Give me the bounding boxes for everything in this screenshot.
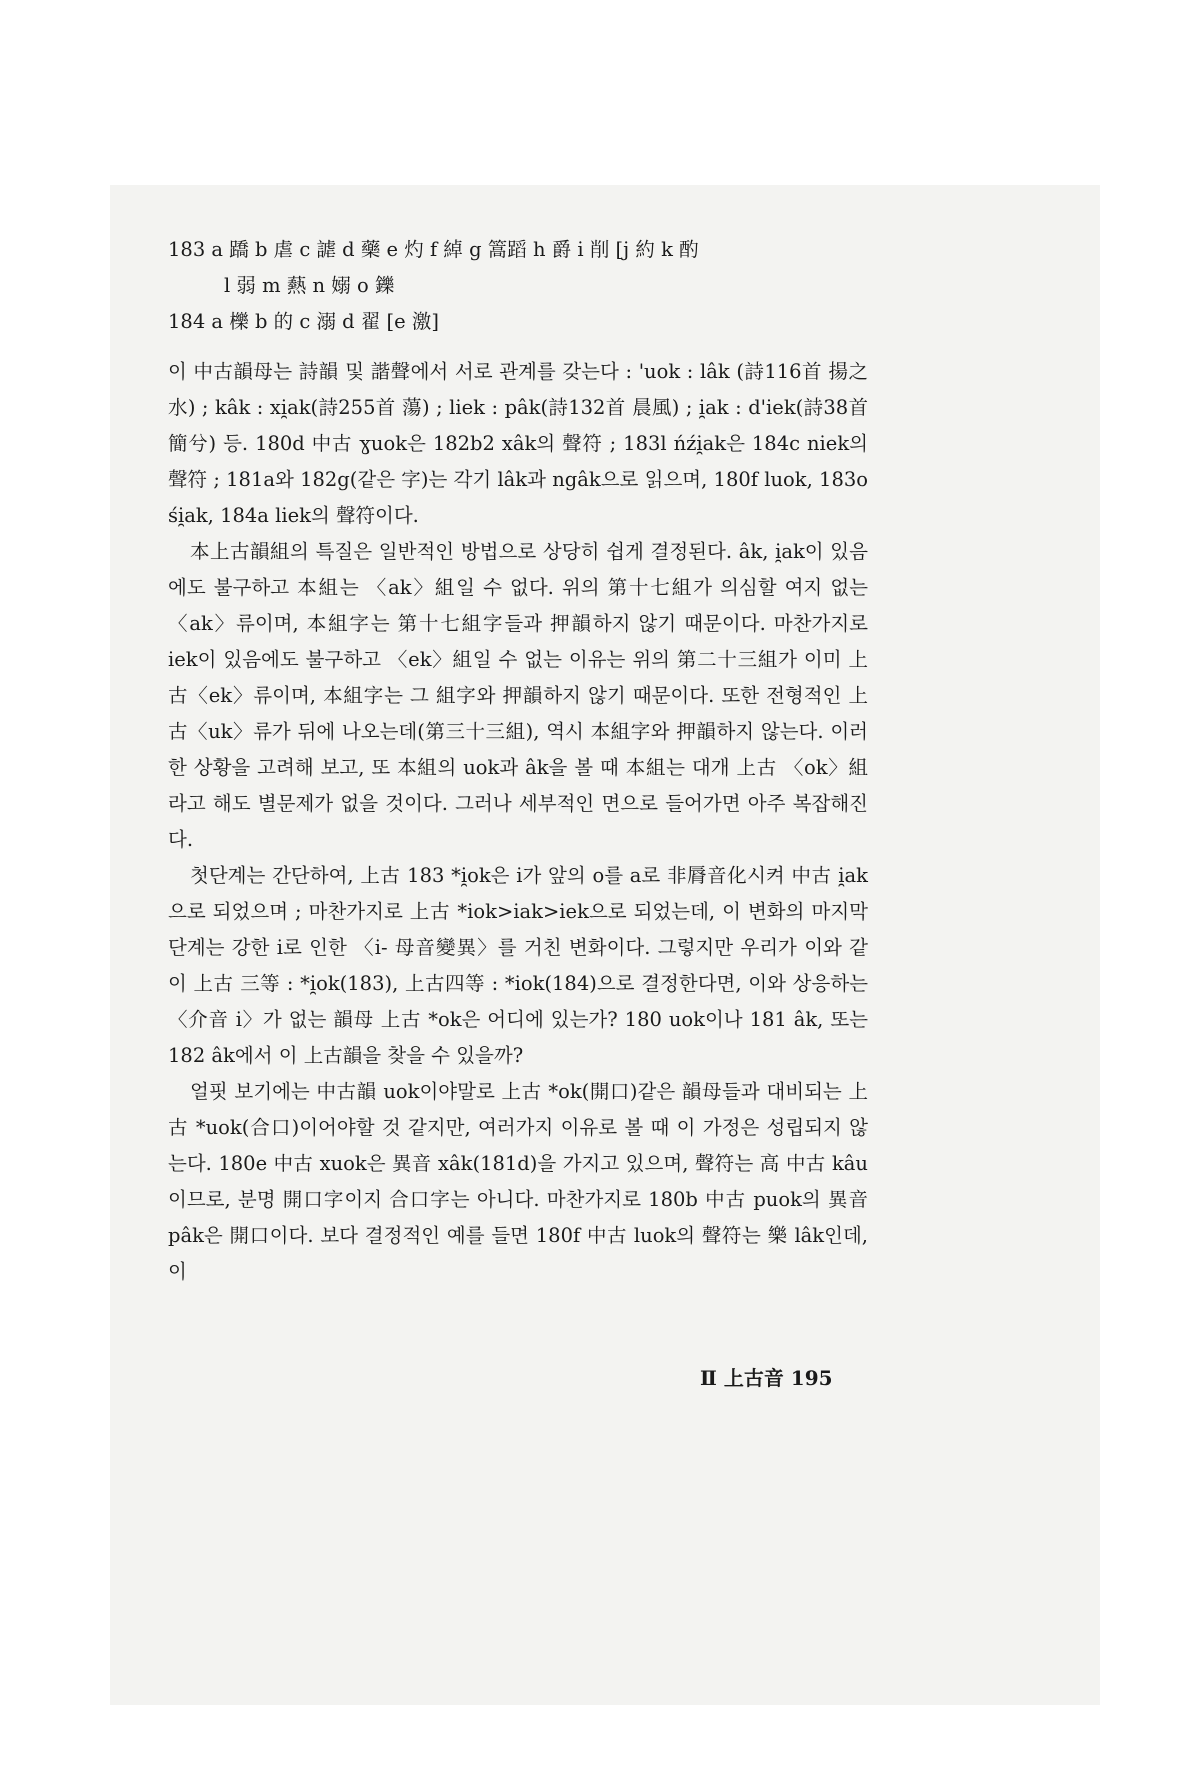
paragraph: 첫단계는 간단하여, 上古 183 *i̯ok은 i가 앞의 o를 a로 非脣音化시켜 中古 i̯ak으로 되었으며 ; 마찬가지로 上古 *iok>iak>iek으로 되었는데, 이 변화의 마지막 단계는 강한 i로 인한 〈i- 母音變異〉를 거친 변화이다. 그렇지만 우리가 이와 같이 上古 三等 : *i̯ok(183), 上古四等 : *iok(184)으로 결정한다면, 이와 상응하는 〈介音 i〉가 없는 韻母 上古 *ok은 어디에 있는가? 180 uok이나 181 âk, 또는 182 âk에서 이 上古韻을 찾을 수 있을까? xyxy=(168,864,868,1067)
character-index-list xyxy=(168,232,868,340)
paragraph: 本上古韻組의 특질은 일반적인 방법으로 상당히 쉽게 결정된다. âk, i̯ak이 있음에도 불구하고 本組는 〈ak〉組일 수 없다. 위의 第十七組가 의심할 여지 없는 〈ak〉류이며, 本組字는 第十七組字들과 押韻하지 않기 때문이다. 마찬가지로 iek이 있음에도 불구하고 〈ek〉組일 수 없는 이유는 위의 第二十三組가 이미 上古〈ek〉류이며, 本組字는 그 組字와 押韻하지 않기 때문이다. 또한 전형적인 上古〈uk〉류가 뒤에 나오는데(第三十三組), 역시 本組字와 押韻하지 않는다. 이러한 상황을 고려해 보고, 또 本組의 uok과 âk을 볼 때 本組는 대개 上古 〈ok〉組라고 해도 별문제가 없을 것이다. 그러나 세부적인 면으로 들어가면 아주 복잡해진다. xyxy=(168,540,868,851)
index-line: l 弱 m 爇 n 嫋 o 鑠 xyxy=(224,274,395,297)
index-line: 184 a 櫟 b 的 c 溺 d 翟 [e 激] xyxy=(168,310,439,333)
page-footer: Ⅱ 上古音 195 xyxy=(700,1366,833,1390)
paragraph: 얼핏 보기에는 中古韻 uok이야말로 上古 *ok(開口)같은 韻母들과 대비되는 上古 *uok(合口)이어야할 것 같지만, 여러가지 이유로 볼 때 이 가정은 성립되지 않는다. 180e 中古 xuok은 異音 xâk(181d)을 가지고 있으며, 聲符는 高 中古 kâu이므로, 분명 開口字이지 合口字는 아니다. 마찬가지로 180b 中古 puok의 異音 pâk은 開口이다. 보다 결정적인 예를 들면 180f 中古 luok의 聲符는 樂 lâk인데, 이 xyxy=(168,1080,868,1283)
index-line: 183 a 蹻 b 虐 c 謔 d 藥 e 灼 f 綽 g 篙蹈 h 爵 i 削 [j 約 k 酌 xyxy=(168,238,699,261)
paragraph: 이 中古韻母는 詩韻 및 諧聲에서 서로 관계를 갖는다 : 'uok : lâk (詩116首 揚之水) ; kâk : xi̯ak(詩255首 蕩) ; liek : pâk(詩132首 晨風) ; i̯ak : d'iek(詩38首 簡兮) 등. 180d 中古 ɣuok은 182b2 xâk의 聲符 ; 183l ńźi̯ak은 184c niek의 聲符 ; 181a와 182g(같은 字)는 각기 lâk과 ngâk으로 읽으며, 180f luok, 183o śi̯ak, 184a liek의 聲符이다. xyxy=(168,360,868,527)
page-content xyxy=(168,232,868,1290)
